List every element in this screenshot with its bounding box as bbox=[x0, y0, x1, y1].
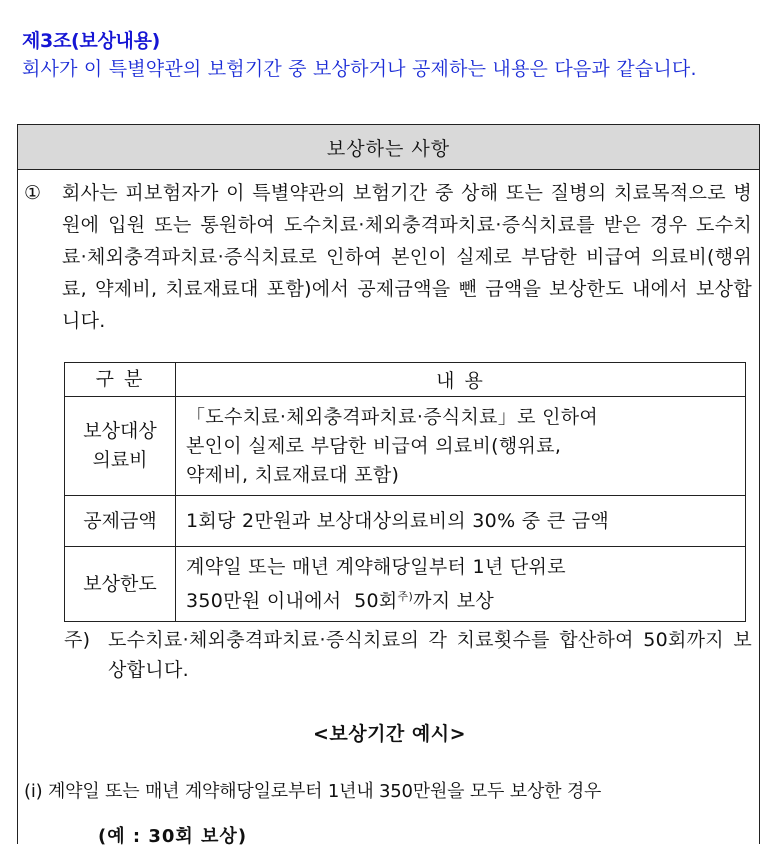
row-content bbox=[176, 547, 746, 622]
row-content-line: 약제비, 치료재료대 포함) bbox=[186, 463, 400, 486]
row-content-line: 본인이 실제로 부담한 비급여 의료비(행위료, bbox=[186, 434, 562, 457]
coverage-item bbox=[24, 177, 752, 337]
article-intro: 회사가 이 특별약관의 보험기간 중 보상하거나 공제하는 내용은 다음과 같습니다. bbox=[22, 58, 697, 80]
row-content bbox=[176, 397, 746, 496]
article-title: 제3조(보상내용) bbox=[22, 30, 161, 52]
coverage-box bbox=[17, 124, 760, 847]
table-header-row bbox=[65, 363, 746, 397]
row-label-line: 보상대상 bbox=[83, 420, 157, 442]
example-case: (i) 계약일 또는 매년 계약해당일로부터 1년내 350만원을 모두 보상한 경우 bbox=[24, 781, 602, 802]
table-row bbox=[65, 547, 746, 622]
footnote bbox=[64, 625, 752, 685]
item-text: 회사는 피보험자가 이 특별약관의 보험기간 중 상해 또는 질병의 치료목적으로 병원에 입원 또는 통원하여 도수치료·체외충격파치료·증식치료를 받은 경우 도수치료·체외충격파치료·증식치료로 인하여 본인이 실제로 부담한 비급여 의료비(행위료, 약제비, 치료재료대 포함)에서 공제금액을 뺀 금액을 보상한도 내에서 보상합니다. bbox=[62, 182, 752, 332]
row-label: 공제금액 bbox=[65, 496, 176, 547]
limit-text-end: 까지 보상 bbox=[413, 589, 495, 612]
footnote-text: 도수치료·체외충격파치료·증식치료의 각 치료횟수를 합산하여 50회까지 보상합니다. bbox=[108, 629, 752, 681]
item-number: ① bbox=[24, 182, 42, 204]
footnote-marker: 주) bbox=[397, 589, 414, 603]
row-label-line: 의료비 bbox=[92, 449, 148, 471]
table-row bbox=[65, 397, 746, 496]
column-header-content: 내 용 bbox=[176, 363, 746, 397]
row-content-line: 「도수치료·체외충격파치료·증식치료」로 인하여 bbox=[186, 405, 599, 428]
coverage-table bbox=[64, 362, 746, 622]
example-title: <보상기간 예시> bbox=[312, 723, 467, 745]
row-content: 1회당 2만원과 보상대상의료비의 30% 중 큰 금액 bbox=[176, 496, 746, 547]
coverage-box-header: 보상하는 사항 bbox=[18, 125, 759, 170]
footnote-label: 주) bbox=[64, 629, 91, 651]
example-cut-text: (예 : 30회 보상) bbox=[98, 826, 248, 847]
row-label: 보상한도 bbox=[65, 547, 176, 622]
row-content-line bbox=[186, 582, 745, 616]
limit-text: 350만원 이내에서 50회 bbox=[186, 589, 398, 612]
table-row bbox=[65, 496, 746, 547]
row-label bbox=[65, 397, 176, 496]
row-content-line: 계약일 또는 매년 계약해당일부터 1년 단위로 bbox=[186, 555, 566, 578]
column-header-category: 구 분 bbox=[65, 363, 176, 397]
